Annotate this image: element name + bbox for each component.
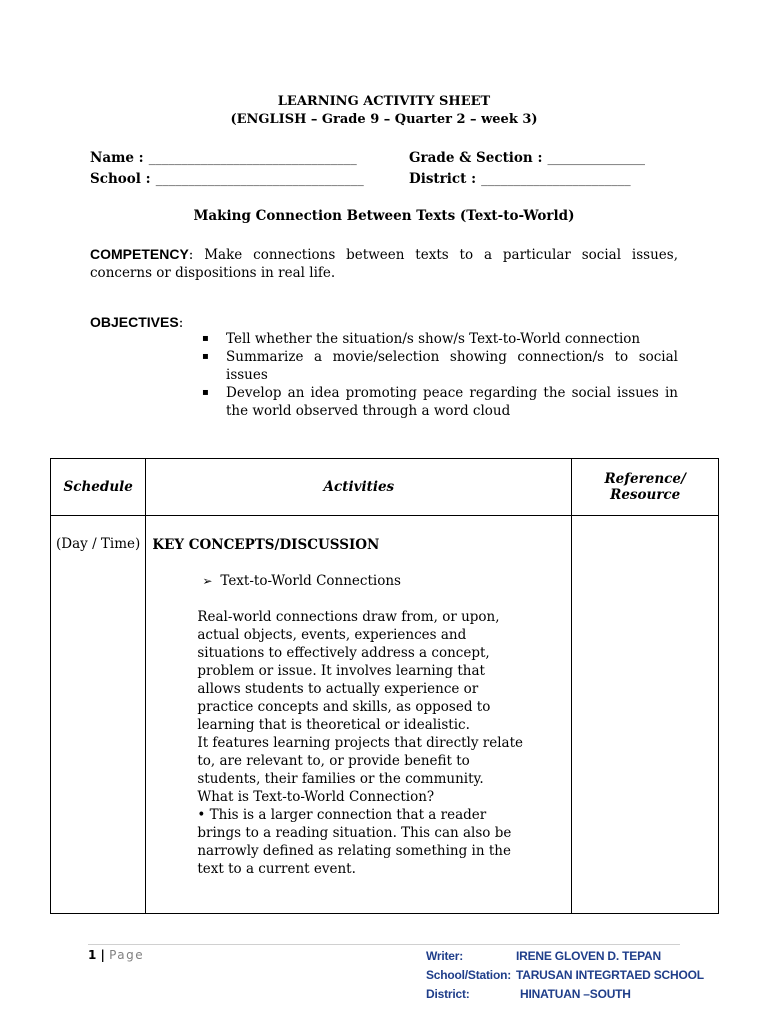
- school-station-value: TARUSAN INTEGRTAED SCHOOL: [516, 968, 704, 982]
- bullet-icon: ▪: [202, 333, 209, 344]
- arrow-bullet-icon: ➢: [202, 574, 213, 588]
- school-line: ________________________________: [155, 172, 364, 187]
- grade-section-line: _______________: [547, 151, 646, 166]
- table-row: [51, 516, 719, 914]
- footer-divider: [88, 944, 680, 945]
- writer-label: Writer:: [426, 949, 464, 963]
- district-footer-label: District:: [426, 987, 470, 1001]
- objective-item: ▪ Tell whether the situation/s show/s Text-to-World connection: [202, 331, 641, 347]
- objectives-list: [200, 330, 678, 420]
- arrow-list-item: [202, 572, 565, 590]
- discussion-answer: • This is a larger connection that a reader brings to a reading situation. This can also be narrowly defined as relating something in the text to a current event.: [197, 807, 512, 877]
- discussion-paragraph: It features learning projects that directly relate to, are relevant to, or provide benefit to students, their families or the community.: [197, 735, 524, 787]
- writer-value: IRENE GLOVEN D. TEPAN: [516, 949, 661, 963]
- competency-block: [90, 245, 678, 282]
- arrow-item-label: Text-to-World Connections: [220, 573, 401, 589]
- school-station-label: School/Station:: [426, 968, 511, 982]
- sheet-subtitle: (ENGLISH – Grade 9 – Quarter 2 – week 3): [230, 112, 538, 127]
- grade-section-label: Grade & Section :: [409, 150, 543, 166]
- school-field[interactable]: [90, 168, 364, 187]
- reference-cell: [572, 516, 719, 914]
- name-label: Name :: [90, 150, 144, 166]
- bullet-icon: ▪: [202, 387, 209, 398]
- competency-text: : Make connections between texts to a particular social issues, concerns or dispositions in real life.: [90, 247, 678, 281]
- discussion-paragraph: Real-world connections draw from, or upon, actual objects, events, experiences and situations to effectively address a concept, problem or issue. It involves learning that allows students to actually experience or practice concepts and skills, as opposed to learning that is theoretical or idealistic.: [197, 609, 500, 733]
- district-field[interactable]: [409, 168, 631, 187]
- schedule-cell: (Day / Time): [51, 516, 146, 914]
- activity-table: [50, 458, 719, 914]
- grade-section-field[interactable]: [409, 147, 645, 166]
- key-concepts-heading: KEY CONCEPTS/DISCUSSION: [152, 537, 380, 553]
- discussion-body: [197, 608, 532, 878]
- objectives-heading: [90, 312, 183, 332]
- district-footer-value: HINATUAN –SOUTH: [520, 987, 631, 1001]
- name-line: ________________________________: [148, 151, 357, 166]
- sheet-title: LEARNING ACTIVITY SHEET: [277, 94, 491, 109]
- competency-label: COMPETENCY: [90, 246, 189, 262]
- lesson-title: Making Connection Between Texts (Text-to-World): [193, 208, 575, 224]
- school-label: School :: [90, 171, 151, 187]
- page-number: 1 | Page: [88, 948, 145, 962]
- header-reference: Reference/ Resource: [572, 459, 719, 516]
- objectives-label: OBJECTIVES: [90, 314, 179, 330]
- bullet-icon: ▪: [202, 351, 209, 362]
- header-schedule: Schedule: [51, 459, 146, 516]
- header-activities: Activities: [146, 459, 572, 516]
- district-label: District :: [409, 171, 477, 187]
- objective-item: ▪ Summarize a movie/selection showing connection/s to social issues: [202, 349, 678, 383]
- name-field[interactable]: [90, 147, 357, 166]
- activities-cell: [146, 516, 572, 914]
- district-line: _______________________: [481, 172, 631, 187]
- table-header-row: [51, 459, 719, 516]
- objectives-colon: :: [178, 315, 184, 331]
- objective-item: ▪ Develop an idea promoting peace regarding the social issues in the world observed through a word cloud: [202, 385, 678, 419]
- discussion-question: What is Text-to-World Connection?: [197, 789, 435, 805]
